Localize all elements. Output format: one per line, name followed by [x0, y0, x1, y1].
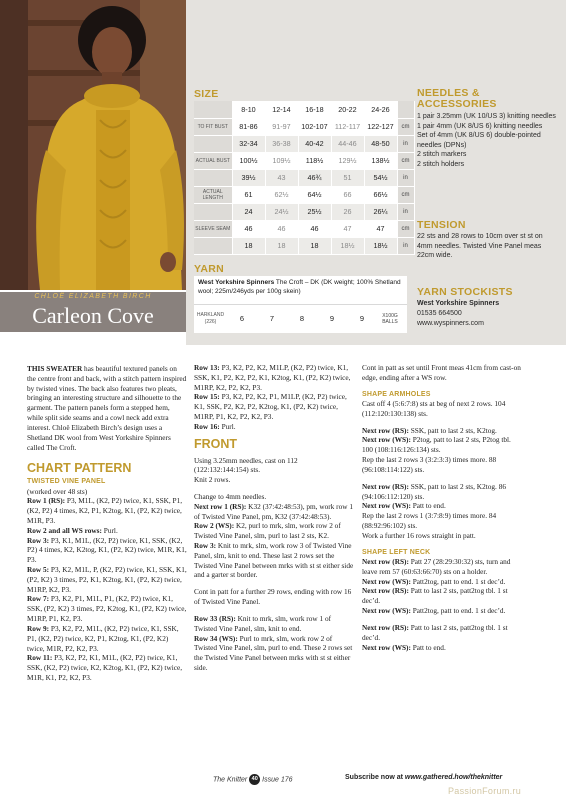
row-text: Patt to end.: [410, 501, 446, 511]
row-label: Next row (WS):: [362, 606, 411, 616]
needle-item: Set of 4mm (UK 8/US 6) double-pointed needles (DPNs): [417, 132, 541, 149]
needles-heading-line2: ACCESSORIES: [417, 98, 497, 111]
size-cell: 18½: [331, 237, 364, 254]
size-corner: [194, 101, 232, 118]
instruction-row: [194, 502, 354, 522]
size-row-label: [194, 135, 232, 152]
instruction-row: [362, 426, 522, 436]
row-label: Row 1 (RS):: [27, 496, 66, 506]
yarn-amount: 7: [269, 314, 275, 323]
watermark: PassionForum.ru: [448, 786, 522, 796]
size-cell: 26¼: [364, 203, 397, 220]
front-intro: Using 3.25mm needles, cast on 112 (122:132:144:154) sts.: [194, 455, 298, 475]
instruction-row: [27, 536, 187, 565]
yarn-amount: 8: [299, 314, 305, 323]
neck-rows-2: [362, 623, 522, 652]
pattern-title: Carleon Cove: [32, 303, 154, 328]
size-row: [194, 152, 414, 169]
size-unit: in: [397, 237, 414, 254]
size-cell: 91-97: [265, 118, 298, 135]
row-label: Row 3:: [194, 541, 217, 550]
instruction-row: [362, 577, 522, 587]
spacer: [362, 541, 522, 548]
needle-item: 1 pair 3.25mm (UK 10/US 3) knitting needles: [417, 113, 556, 120]
instruction-row: [362, 643, 522, 653]
hero-image: [0, 0, 186, 332]
instruction-row: [194, 634, 354, 673]
page-number: 40: [249, 774, 260, 785]
row-text: Purl to mrk, slm, work row 2 of Twisted Vine Panel, slm, purl to end. These 2 rows set the Twisted Vine Panel between mrks with st st either side.: [194, 633, 353, 672]
row-text: P3, K2, P2, M1L, (K2, P2) twice, K1, SSK, P1, (K2, P2) twice, K2, P1, K2tog, K1, (P2, K2) twice, M1R, P2, K2, P3.: [27, 623, 179, 653]
size-cell: 46: [232, 220, 265, 237]
size-cell: 61: [232, 186, 265, 203]
yarn-amount-row: [194, 304, 407, 332]
row-label: Next row 1 (RS):: [194, 501, 247, 511]
needles-heading-line1: NEEDLES &: [417, 87, 480, 99]
size-row-label: [194, 169, 232, 186]
instruction-row: [362, 501, 522, 511]
row-text: SSK, patt to last 2 sts, K2tog.: [408, 425, 497, 435]
instruction-row: [194, 521, 354, 541]
size-cell: 47: [331, 220, 364, 237]
row-label: Row 2 and all WS rows:: [27, 525, 102, 535]
size-cell: 129½: [331, 152, 364, 169]
instruction-row: [194, 541, 354, 580]
row-text: Patt to last 2 sts, patt2tog tbl. 1 st dec’d.: [362, 586, 508, 606]
spacer: [362, 616, 522, 623]
spacer: [194, 580, 354, 587]
front-rows-2: [194, 614, 354, 673]
size-header-cell: 20-22: [331, 101, 364, 118]
tension-heading: TENSION: [417, 219, 466, 231]
instruction-row: [194, 422, 354, 432]
left-neck-heading: SHAPE LEFT NECK: [362, 548, 431, 556]
spacer: [362, 383, 522, 390]
needle-item: 2 stitch holders: [417, 160, 465, 168]
size-row-label: TO FIT BUST: [194, 118, 232, 135]
instruction-row: [27, 565, 187, 594]
row-text: Patt2tog, patt to end. 1 st dec’d.: [410, 576, 506, 586]
stockist-phone: 01535 664500: [417, 309, 462, 317]
size-cell: 18: [298, 237, 331, 254]
size-row-label: ACTUAL BUST: [194, 152, 232, 169]
armhole-rows: [362, 426, 522, 446]
stockist-name: West Yorkshire Spinners: [417, 300, 500, 307]
size-row: [194, 186, 414, 203]
armholes-count: 100 (108:116:126:134) sts.: [362, 445, 441, 455]
size-header-cell: 12-14: [265, 101, 298, 118]
armhole-rows-2: [362, 482, 522, 511]
armholes-heading: SHAPE ARMHOLES: [362, 390, 431, 398]
tension-text: 22 sts and 28 rows to 10cm over st st on 4mm needles. Twisted Vine Panel meas 22cm wide.: [417, 233, 543, 260]
intro-text: has beautiful textured panels on the centre front and back, with a stitch pattern inspired by twisted vines. The back also features two pleats, bringing an interesting structure and silhouette to the garment. The pattern panels form a stepped hem, while split side seams and a cowl neck add extra interest. Chloë Elizabeth Birch’s design uses a Shetland DK wool from West Yorkshire Spinners called The Croft.: [27, 364, 187, 452]
row-text: P3, K2, P2, K2, M1LP, (K2, P2) twice, K1, SSK, K1, P2, K2, P2, K1, K2tog, K1, (P2, K2) twice, M1RP, K2, P2, K2, P3.: [194, 363, 351, 392]
size-cell: 18½: [364, 237, 397, 254]
size-cell: 118½: [298, 152, 331, 169]
twisted-vine-heading: TWISTED VINE PANEL: [27, 478, 106, 486]
row-label: Next row (WS):: [362, 576, 411, 586]
instruction-row: [27, 496, 187, 525]
yarn-unit: X100G BALLS: [382, 312, 398, 325]
neck-rows: [362, 557, 522, 616]
row-label: Row 11:: [27, 653, 53, 663]
yarn-amount: 9: [359, 314, 365, 323]
row-label: Row 34 (WS):: [194, 633, 238, 643]
row-label: Next row (WS):: [362, 642, 411, 652]
size-header-cell: 8-10: [232, 101, 265, 118]
worked-over: (worked over 48 sts): [27, 486, 88, 496]
size-row: [194, 203, 414, 220]
armholes-castoff: Cast off 4 (5:6:7:8) sts at beg of next 2 rows. 104 (112:120:130:138) sts.: [362, 399, 506, 418]
size-row: [194, 237, 414, 254]
size-cell: 112-117: [331, 118, 364, 135]
size-row: [194, 220, 414, 237]
instruction-row: [27, 624, 187, 653]
row-text: Patt2tog, patt to end. 1 st dec’d.: [410, 606, 506, 616]
size-cell: 51: [331, 169, 364, 186]
row-text: Purl.: [101, 525, 118, 535]
size-cell: 47: [364, 220, 397, 237]
size-cell: 102-107: [298, 118, 331, 135]
row-label: Row 16:: [194, 421, 220, 431]
size-cell: 66½: [364, 186, 397, 203]
instruction-row: [27, 653, 187, 682]
size-row: [194, 118, 414, 135]
instruction-row: [194, 614, 354, 634]
needles-list: [417, 112, 557, 169]
instruction-row: [194, 363, 354, 392]
size-cell: 81-86: [232, 118, 265, 135]
row-label: Next row (WS):: [362, 435, 411, 445]
size-cell: 54½: [364, 169, 397, 186]
instruction-row: [362, 586, 522, 606]
size-header-cell: 24-26: [364, 101, 397, 118]
row-label: Row 13:: [194, 363, 220, 372]
size-cell: 43: [265, 169, 298, 186]
row-label: Row 3:: [27, 535, 50, 545]
size-cell: 39½: [232, 169, 265, 186]
row-text: P2tog, patt to last 2 sts, P2tog tbl.: [410, 435, 511, 445]
stockists-text: [417, 299, 557, 328]
size-row: [194, 135, 414, 152]
yarn-shade: HARKLAND (226): [196, 312, 225, 325]
row-text: P3, K2, P1, M1L, P1, (K2, P2) twice, K1, SSK, (P2, K2) 3 times, P2, K2tog, K1, (P2, K2) twice, M1RP, P1, K2, P3.: [27, 594, 187, 624]
yarn-brand: West Yorkshire Spinners: [198, 279, 275, 286]
size-unit-blank: [397, 101, 414, 118]
change-needles: Change to 4mm needles.: [194, 491, 267, 501]
front-heading: FRONT: [194, 436, 238, 451]
size-cell: 44-46: [331, 135, 364, 152]
size-cell: 122-127: [364, 118, 397, 135]
row-text: P3, K2, M1L, P, (K2, P2) twice, K1, SSK, K1, (P2, K2) 3 times, P2, K1, K2tog, K1, (P2, K2) twice, M1RP, K2, P3.: [27, 565, 187, 594]
yarn-desc-text: The Croft – DK (DK weight; 100% Shetland wool; 225m/246yds per 100g skein): [198, 279, 401, 295]
size-cell: 48-50: [364, 135, 397, 152]
size-cell: 46¾: [298, 169, 331, 186]
instruction-row: [27, 526, 187, 536]
size-unit: in: [397, 135, 414, 152]
row-text: P3, K2, P2, K2, P1, M1LP, (K2, P2) twice, K1, SSK, P2, K2, P2, K2tog, K1, (P2, K2) twice, M1RP, P1, K2, P2, K2, P3.: [194, 392, 347, 422]
size-unit: cm: [397, 186, 414, 203]
size-cell: 32-34: [232, 135, 265, 152]
size-unit: cm: [397, 220, 414, 237]
armholes-straight: Work a further 16 rows straight in patt.: [362, 530, 476, 540]
row-label: Next row (RS):: [362, 557, 409, 566]
size-cell: 36-38: [265, 135, 298, 152]
instruction-row: [362, 435, 522, 445]
spacer: [194, 607, 354, 614]
row-text: P3, K2, P2, K1, M1L, (K2, P2) twice, K1, SSK, (K2, P2) twice, K2, K2tog, K1, (P2, K2) twice, M1R, K1, P2, K2, P3.: [27, 653, 183, 682]
row-text: P3, K1, M1L, (K2, P2) twice, K1, SSK, (K2, P2) 4 times, K2, K2tog, K1, (P2, K2) twice, M1R, K1, P3.: [27, 535, 187, 565]
column-2: [194, 363, 354, 673]
size-cell: 24½: [265, 203, 298, 220]
stockist-web[interactable]: www.wyspinners.com: [417, 319, 484, 327]
row-label: Row 2 (WS):: [194, 521, 235, 531]
needle-item: 1 pair 4mm (UK 8/US 6) knitting needles: [417, 122, 543, 130]
size-heading: SIZE: [194, 88, 219, 100]
subscribe-text: Subscribe now at: [345, 774, 405, 781]
size-cell: 18: [232, 237, 265, 254]
size-cell: 66: [331, 186, 364, 203]
size-table: [194, 101, 415, 255]
size-cell: 46: [265, 220, 298, 237]
size-cell: 40-42: [298, 135, 331, 152]
yarn-amount: 6: [239, 314, 245, 323]
spacer: [362, 475, 522, 482]
row-label: Next row (RS):: [362, 586, 409, 596]
row-text: Purl.: [219, 421, 236, 431]
chart-pattern-heading: CHART PATTERN: [27, 461, 132, 476]
intro-paragraph: [27, 364, 187, 452]
armholes-rep: Rep the last 2 rows 3 (3:2:3:3) times more. 88 (96:108:114:122) sts.: [362, 455, 497, 474]
instruction-row: [362, 482, 522, 502]
row-label: Row 7:: [27, 594, 50, 604]
row-label: Next row (RS):: [362, 425, 409, 435]
size-cell: 18: [265, 237, 298, 254]
row-label: Next row (WS):: [362, 501, 411, 511]
designer-name: CHLOË ELIZABETH BIRCH: [34, 293, 152, 300]
spacer: [194, 485, 354, 492]
row-text: K32 (37:42:48:53), pm, work row 1 of Twisted Vine Panel, pm, K32 (37:42:48:53).: [194, 501, 353, 521]
size-unit: cm: [397, 152, 414, 169]
row-text: K2, purl to mrk, slm, work row 2 of Twisted Vine Panel, slm, purl to last 2 sts, K2.: [194, 521, 341, 541]
size-header-row: [194, 101, 414, 118]
row-label: Row 15:: [194, 392, 220, 402]
issue-number: Issue 176: [262, 776, 293, 784]
row-text: Patt 27 (28:29:30:32) sts, turn and leave rem 57 (60:63:66:70) sts on a holder.: [362, 557, 511, 576]
magazine-name: The Knitter: [213, 776, 248, 784]
size-cell: 26: [331, 203, 364, 220]
size-header-cell: 16-18: [298, 101, 331, 118]
instruction-row: [362, 557, 522, 577]
instruction-row: [27, 594, 187, 623]
row-text: Patt to last 2 sts, patt2tog tbl. 1 st dec’d.: [362, 622, 508, 642]
footer-issue: [213, 774, 293, 785]
intro-lead: THIS SWEATER: [27, 364, 83, 373]
sweater-illustration: [0, 0, 186, 290]
yarn-amount: 9: [329, 314, 335, 323]
size-row-label: [194, 203, 232, 220]
yarn-description: [198, 279, 406, 297]
row-label: Row 5:: [27, 565, 50, 575]
size-cell: 100½: [232, 152, 265, 169]
size-cell: 24: [232, 203, 265, 220]
size-cell: 64½: [298, 186, 331, 203]
size-cell: 46: [298, 220, 331, 237]
column-1: [27, 364, 187, 683]
front-rows: [194, 502, 354, 581]
chart-rows: [27, 496, 187, 682]
row-label: Row 9:: [27, 623, 50, 633]
needles-heading: [417, 88, 497, 110]
size-unit: cm: [397, 118, 414, 135]
yarn-heading: YARN: [194, 263, 224, 275]
row-label: Row 33 (RS):: [194, 613, 236, 623]
front-intro-2: Knit 2 rows.: [194, 475, 231, 485]
row-text: Knit to mrk, slm, work row 3 of Twisted Vine Panel, slm, knit to end. These last 2 rows set the Twisted Vine Panel between mrks with st st either side and a garter st border.: [194, 541, 354, 580]
size-row-label: SLEEVE SEAM: [194, 220, 232, 237]
size-row: [194, 169, 414, 186]
size-row-label: ACTUAL LENGTH: [194, 186, 232, 203]
footer-subscribe: [345, 774, 502, 781]
row-label: Next row (RS):: [362, 481, 409, 491]
spacer: [362, 419, 522, 426]
needle-item: 2 stitch markers: [417, 151, 467, 159]
instruction-row: [362, 623, 522, 643]
chart-rows-cont: [194, 363, 354, 432]
row-text: Knit to mrk, slm, work row 1 of Twisted Vine Panel, slm, knit to end.: [194, 613, 332, 633]
instruction-row: [362, 606, 522, 616]
subscribe-url[interactable]: www.gathered.how/theknitter: [404, 774, 503, 781]
size-cell: 62½: [265, 186, 298, 203]
column-3: [362, 363, 522, 652]
size-cell: 109½: [265, 152, 298, 169]
instruction-row: [194, 392, 354, 421]
row-text: Patt to end.: [410, 642, 446, 652]
row-label: Next row (RS):: [362, 622, 409, 632]
size-cell: 138½: [364, 152, 397, 169]
cont-front: Cont in patt as set until Front meas 41cm from cast-on edge, ending after a WS row.: [362, 363, 521, 382]
size-cell: 25½: [298, 203, 331, 220]
size-unit: in: [397, 169, 414, 186]
stockists-heading: YARN STOCKISTS: [417, 286, 513, 298]
cont-patt: Cont in patt for a further 29 rows, ending with row 16 of Twisted Vine Panel.: [194, 587, 352, 607]
row-text: P3, M1L, (K2, P2) twice, K1, SSK, P1, (K2, P2) 4 times, K2, P1, K2tog, K1, (P2, K2) twice, M1R, P3.: [27, 496, 183, 525]
row-text: SSK, patt to last 2 sts, K2tog. 86 (94:106:112:120) sts.: [362, 481, 506, 501]
size-unit: in: [397, 203, 414, 220]
armholes-rep-2: Rep the last 2 rows 1 (3:7:8:9) times more. 84 (88:92:96:102) sts.: [362, 511, 497, 530]
size-row-label: [194, 237, 232, 254]
model-photo: [0, 0, 186, 290]
